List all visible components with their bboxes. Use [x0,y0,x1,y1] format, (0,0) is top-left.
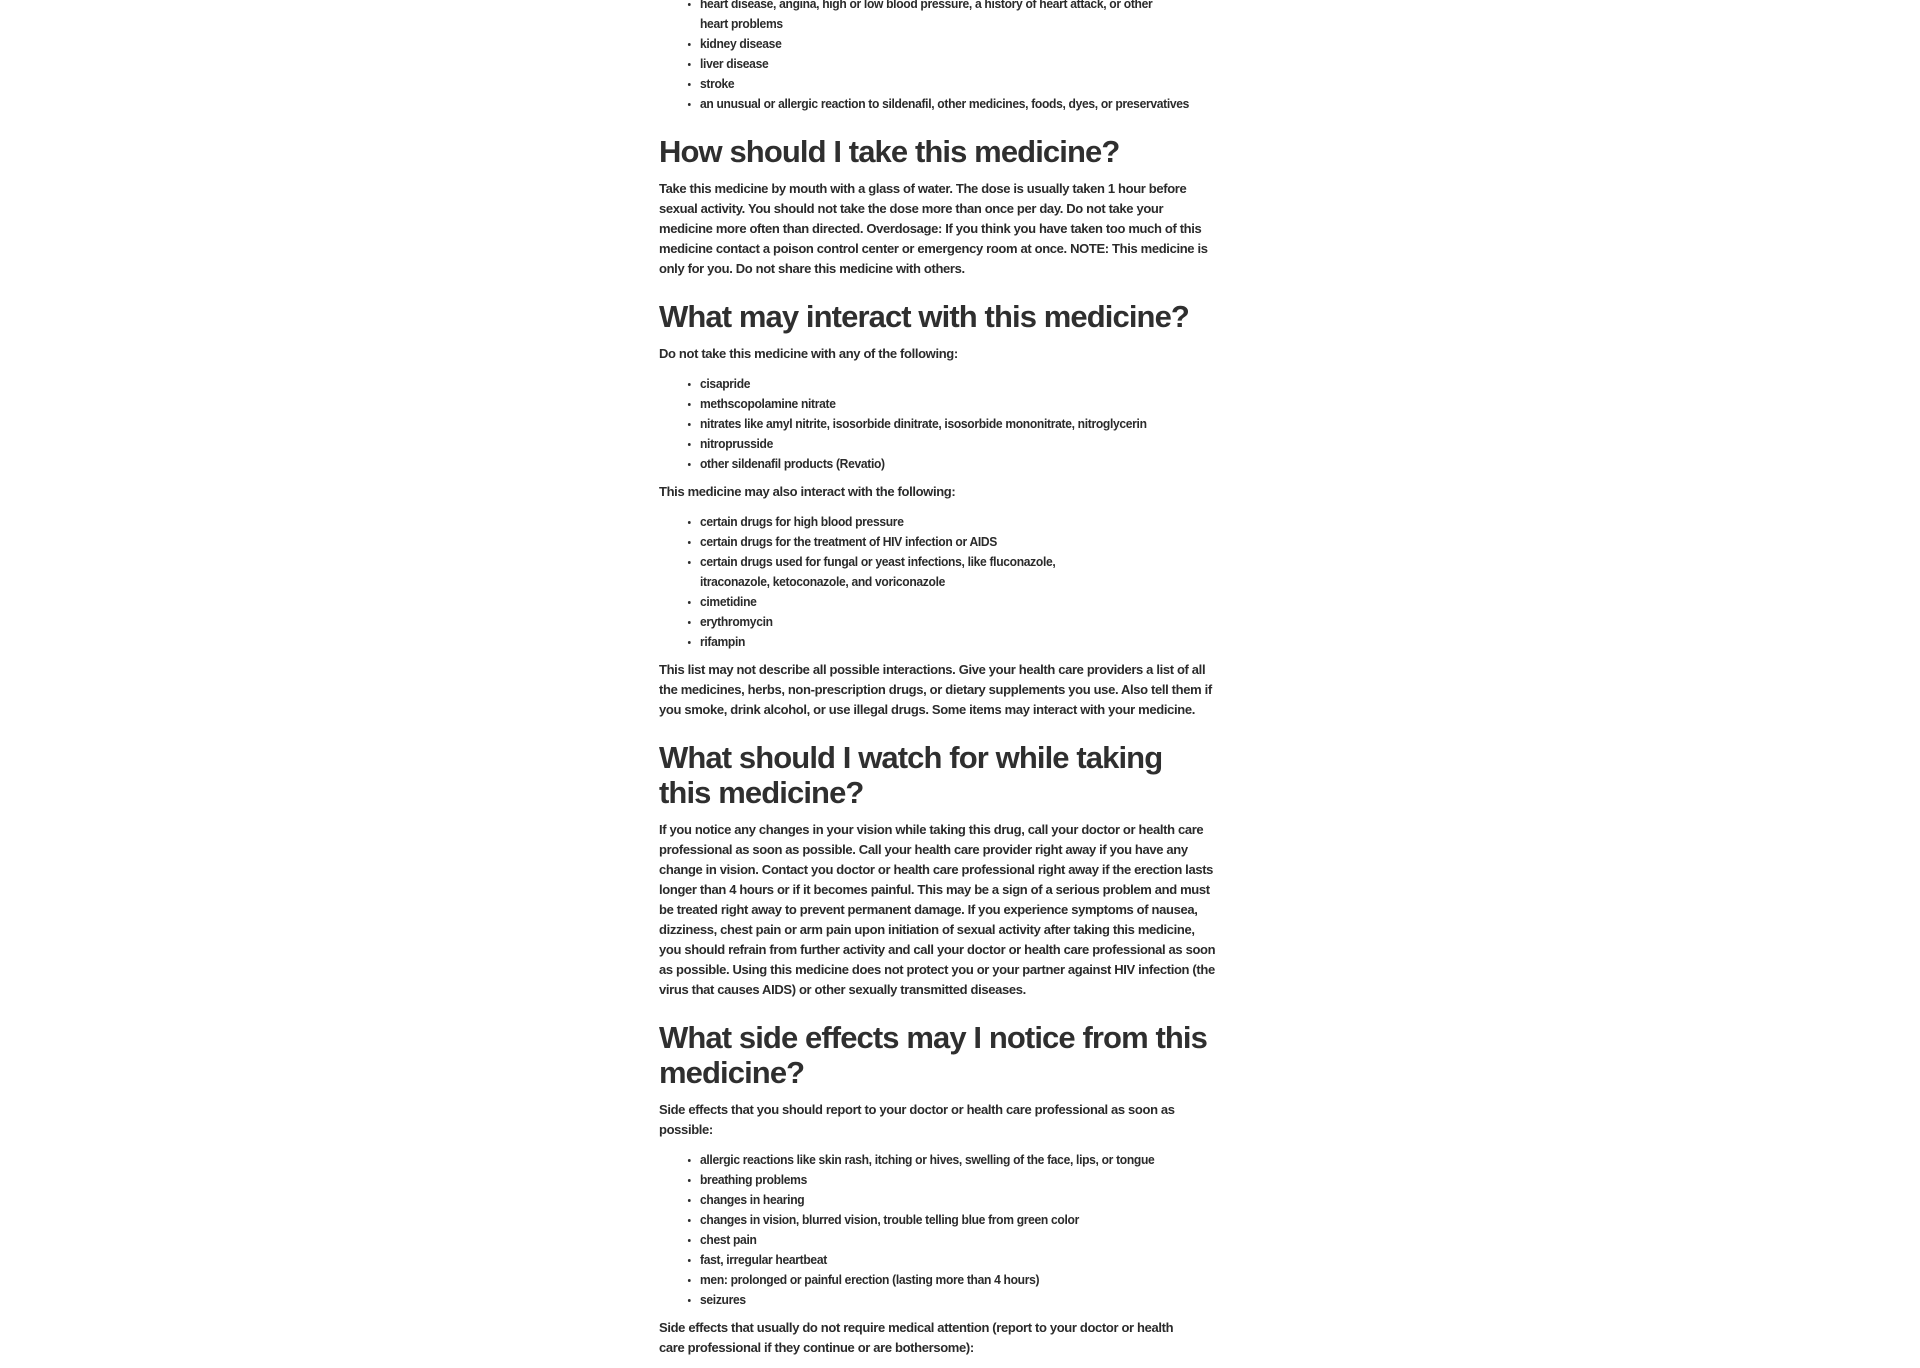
list-item: • changes in hearing [700,1190,1183,1210]
may-interact-intro: This medicine may also interact with the following: [659,484,956,499]
list-item: • certain drugs for high blood pressure [700,512,1183,532]
list-item: • erythromycin [700,612,1183,632]
list-item: • breathing problems [700,1170,1183,1190]
list-item: • methscopolamine nitrate [700,394,1183,414]
article-content [659,0,1219,1368]
list-item: • rifampin [700,632,1183,652]
interactions-closing: This list may not describe all possible interactions. Give your health care providers a list of all the medicines, herbs, non-prescription drugs, or dietary supplements you use. Also tell them if you smoke, drink alcohol, or use illegal drugs. Some items may interact with your medicine. [659,662,1212,717]
list-item: • nitrates like amyl nitrite, isosorbide dinitrate, isosorbide mononitrate, nitroglycerin [700,414,1183,434]
list-item: • chest pain [700,1230,1183,1250]
report-intro: Side effects that you should report to your doctor or health care professional as soon as possible: [659,1102,1175,1137]
list-item: • seizures [700,1290,1183,1310]
list-item: • certain drugs used for fungal or yeast infections, like fluconazole, itraconazole, ketoconazole, and voriconazole [700,552,1109,592]
list-item: • stroke [700,74,1183,94]
list-item: • liver disease [700,54,1183,74]
list-item: • an unusual or allergic reaction to sildenafil, other medicines, foods, dyes, or preservatives [700,94,1183,114]
list-item: • fast, irregular heartbeat [700,1250,1183,1270]
how-to-take-body: Take this medicine by mouth with a glass of water. The dose is usually taken 1 hour before sexual activity. You should not take the dose more than once per day. Do not take your medicine more often than directed. Overdosage: If you think you have taken too much of this medicine contact a poison control center or emergency room at once. NOTE: This medicine is only for you. Do not share this medicine with others. [659,181,1208,276]
list-item: • other sildenafil products (Revatio) [700,454,1183,474]
list-item: • heart disease, angina, high or low blood pressure, a history of heart attack, or other heart problems [700,0,1183,34]
interactions-heading: What may interact with this medicine? [659,299,1189,334]
list-item: • allergic reactions like skin rash, itching or hives, swelling of the face, lips, or tongue [700,1150,1183,1170]
may-interact-list [659,512,1219,652]
side-effects-heading: What side effects may I notice from this medicine? [659,1020,1207,1090]
list-item: • changes in vision, blurred vision, trouble telling blue from green color [700,1210,1183,1230]
watch-for-body: If you notice any changes in your vision while taking this drug, call your doctor or health care professional as soon as possible. Call your health care provider right away if you have any change in vision. Contact you doctor or health care professional right away if the erection lasts longer than 4 hours or if it becomes painful. This may be a sign of a serious problem and must be treated right away to prevent permanent damage. If you experience symptoms of nausea, dizziness, chest pain or arm pain upon initiation of sexual activity after taking this medicine, you should refrain from further activity and call your doctor or health care professional as soon as possible. Using this medicine does not protect you or your partner against HIV infection (the virus that causes AIDS) or other sexually transmitted diseases. [659,822,1216,997]
list-item: • cisapride [700,374,1183,394]
how-to-take-heading: How should I take this medicine? [659,134,1120,169]
list-item: • nitroprusside [700,434,1183,454]
usually-intro: Side effects that usually do not require medical attention (report to your doctor or health care professional if they continue or are bothersome): [659,1320,1174,1355]
do-not-take-list [659,374,1219,474]
do-not-take-intro: Do not take this medicine with any of the following: [659,346,958,361]
list-item: • kidney disease [700,34,1183,54]
list-item: • cimetidine [700,592,1183,612]
watch-for-heading: What should I watch for while taking this medicine? [659,740,1163,810]
report-side-effects-list [659,1150,1219,1310]
list-item: • certain drugs for the treatment of HIV infection or AIDS [700,532,1183,552]
contraindications-list [659,0,1219,114]
list-item: • men: prolonged or painful erection (lasting more than 4 hours) [700,1270,1183,1290]
